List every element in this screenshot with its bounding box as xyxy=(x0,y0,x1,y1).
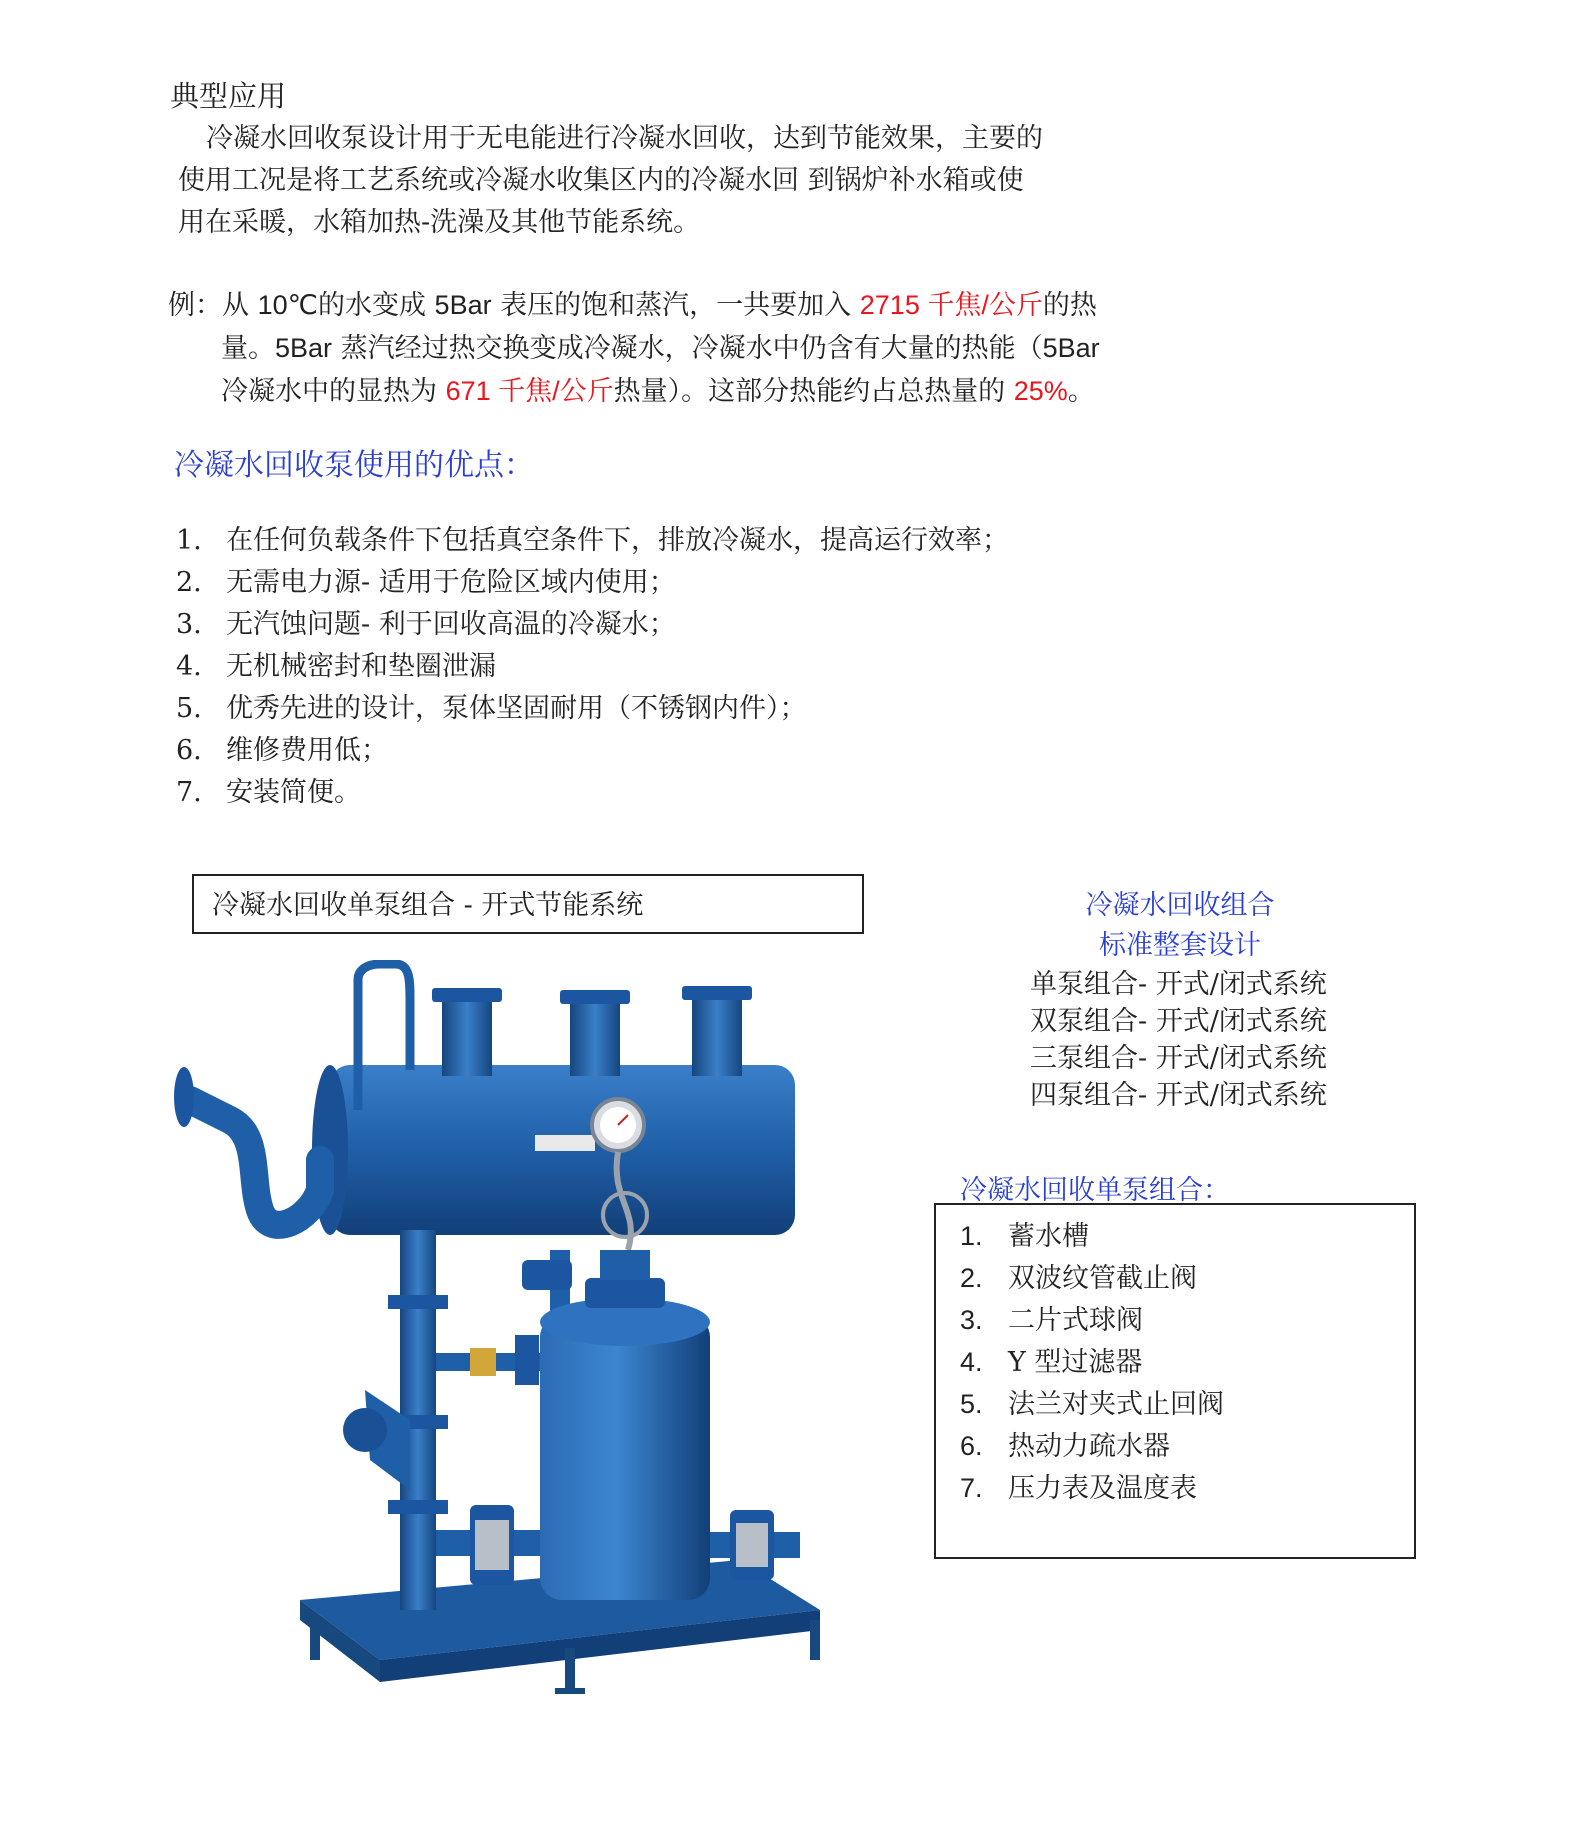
list-item: 3. 无汽蚀问题- 利于回收高温的冷凝水； xyxy=(176,609,676,640)
vertical-pipe xyxy=(343,1230,448,1610)
highlight-value: 2715 千焦/公斤 xyxy=(859,290,1043,320)
list-item: 1. 蓄水槽 xyxy=(960,1221,1089,1252)
list-item: 3. 二片式球阀 xyxy=(960,1305,1143,1336)
list-item: 1. 在任何负载条件下包括真空条件下，排放冷凝水，提高运行效率； xyxy=(176,525,1009,556)
example-line-3: 冷凝水中的显热为 671 千焦/公斤热量）。这部分热能约占总热量的 25%。 xyxy=(221,376,1095,407)
example-line-2: 量。5Bar 蒸汽经过热交换变成冷凝水，冷凝水中仍含有大量的热能（5Bar xyxy=(221,333,1100,364)
pump-unit-illustration xyxy=(170,960,850,1720)
combo-subtitle: 标准整套设计 xyxy=(1099,930,1261,961)
header-tank xyxy=(312,986,795,1235)
list-item: 6. 热动力疏水器 xyxy=(960,1431,1170,1462)
list-item: 4. 无机械密封和垫圈泄漏 xyxy=(176,651,496,682)
intro-paragraph xyxy=(170,118,1100,244)
list-item: 7. 安装简便。 xyxy=(176,777,361,808)
highlight-value: 671 千焦/公斤 xyxy=(445,376,614,406)
intro-line: 冷凝水回收泵设计用于无电能进行冷凝水回收，达到节能效果，主要的 xyxy=(206,123,1043,154)
list-item: 2. 双波纹管截止阀 xyxy=(960,1263,1197,1294)
intro-line: 使用工况是将工艺系统或冷凝水收集区内的冷凝水回 到锅炉补水箱或使 xyxy=(178,165,1024,196)
list-item: 5. 法兰对夹式止回阀 xyxy=(960,1389,1224,1420)
combo-title: 冷凝水回收组合 xyxy=(1085,890,1275,921)
single-pump-title: 冷凝水回收单泵组合： xyxy=(960,1175,1230,1206)
section-heading: 典型应用 xyxy=(170,79,287,113)
list-item: 5. 优秀先进的设计，泵体坚固耐用（不锈钢内件）； xyxy=(176,693,807,724)
combo-item: 四泵组合- 开式/闭式系统 xyxy=(1030,1080,1327,1111)
advantages-title: 冷凝水回收泵使用的优点： xyxy=(174,448,534,483)
list-item: 6. 维修费用低； xyxy=(176,735,388,766)
highlight-value: 25% xyxy=(1013,376,1068,406)
list-item: 2. 无需电力源- 适用于危险区域内使用； xyxy=(176,567,676,598)
intro-line: 用在采暖，水箱加热-洗澡及其他节能系统。 xyxy=(178,207,701,238)
combo-item: 三泵组合- 开式/闭式系统 xyxy=(1030,1043,1327,1074)
advantages-list xyxy=(176,520,1009,814)
list-item: 7. 压力表及温度表 xyxy=(960,1473,1197,1504)
parts-list-box xyxy=(934,1203,1416,1559)
combo-item: 单泵组合- 开式/闭式系统 xyxy=(1030,969,1327,1000)
example-paragraph xyxy=(168,284,1128,413)
combo-item: 双泵组合- 开式/闭式系统 xyxy=(1030,1006,1327,1037)
example-line-1: 例：从 10℃的水变成 5Bar 表压的饱和蒸汽，一共要加入 2715 千焦/公斤的热 xyxy=(168,290,1097,321)
system-title-box: 冷凝水回收单泵组合 - 开式节能系统 xyxy=(192,874,864,934)
list-item: 4. Y 型过滤器 xyxy=(960,1347,1143,1378)
combo-info xyxy=(1030,886,1330,1114)
